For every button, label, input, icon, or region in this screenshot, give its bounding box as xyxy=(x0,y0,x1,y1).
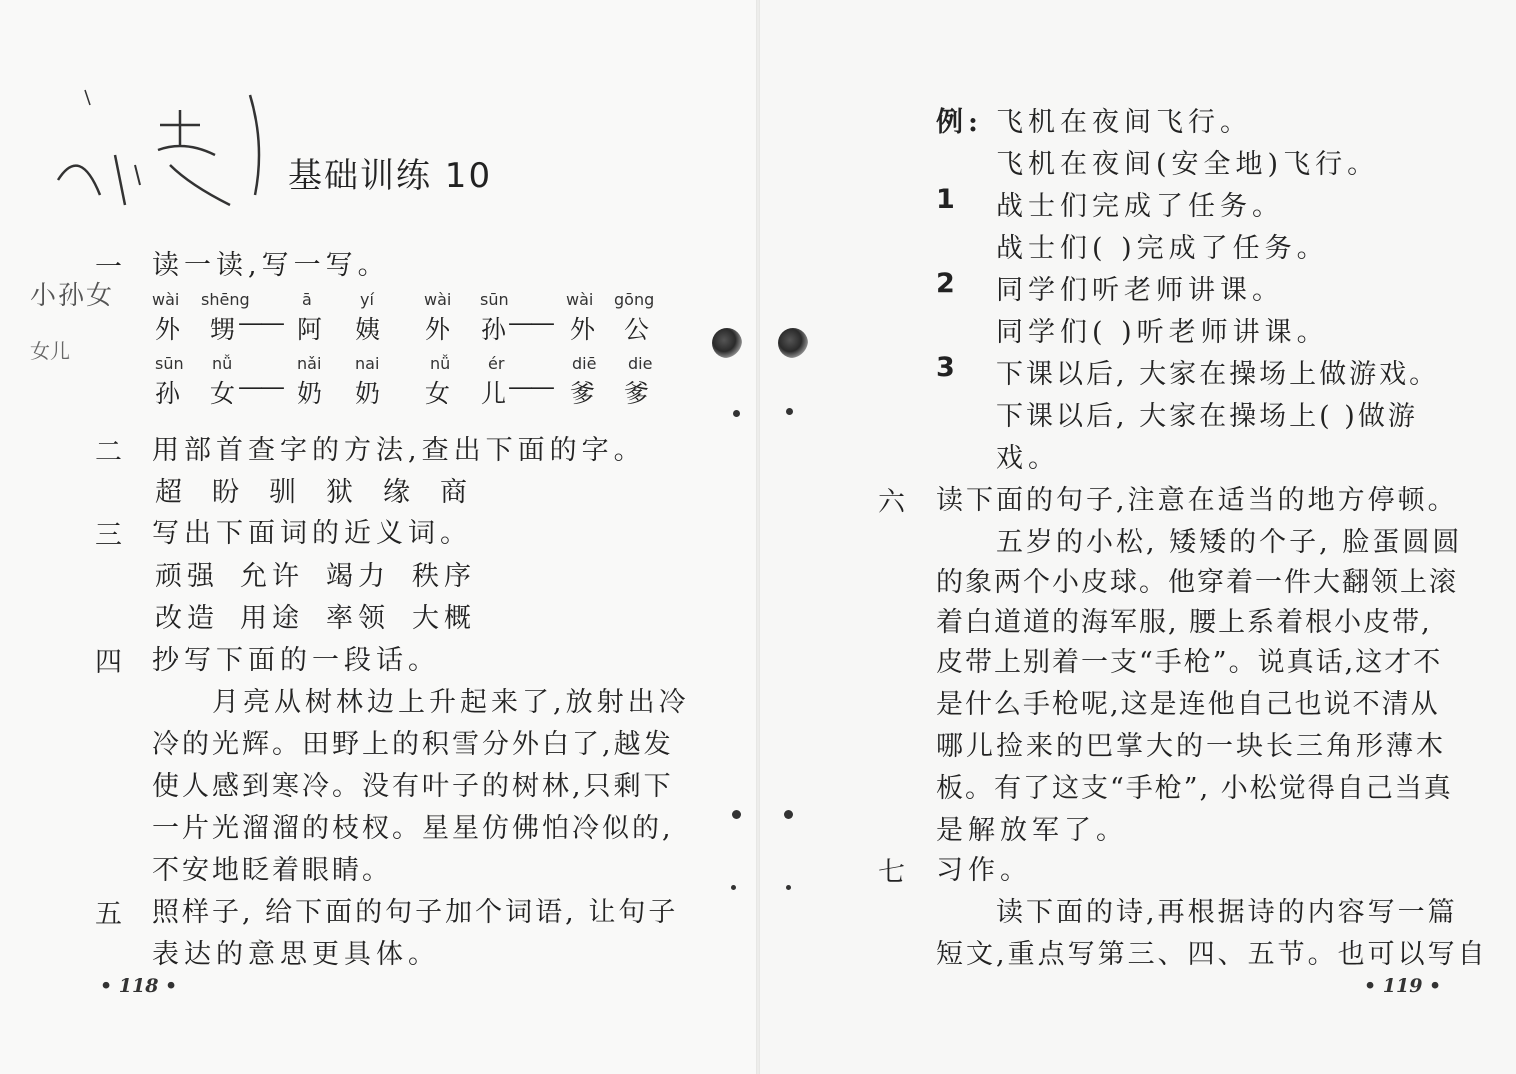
dash: —— xyxy=(508,372,552,401)
section-6-heading: 读下面的句子,注意在适当的地方停顿。 xyxy=(936,485,1458,516)
pinyin: ér xyxy=(488,354,505,373)
hanzi: 奶 xyxy=(297,379,323,408)
section-4-heading: 抄写下面的一段话。 xyxy=(152,645,440,676)
binding-hole xyxy=(712,328,742,358)
hanzi: 爹 xyxy=(570,379,596,408)
section-7-heading: 习作。 xyxy=(936,855,1032,886)
section-5-number: 五 xyxy=(95,899,123,930)
section-5-heading-line-1: 照样子, 给下面的句子加个词语, 让句子 xyxy=(152,897,679,928)
word-item: 率领 xyxy=(326,603,390,634)
char-item: 盼 xyxy=(212,477,244,508)
hanzi: 孙 xyxy=(481,315,507,344)
section-7-line-2: 短文,重点写第三、四、五节。也可以写自 xyxy=(936,939,1488,970)
hanzi: 公 xyxy=(624,315,650,344)
pinyin: nǚ xyxy=(430,354,451,373)
item-3-line-3: 戏。 xyxy=(996,443,1060,474)
passage-line: 的象两个小皮球。他穿着一件大翻领上滚 xyxy=(936,567,1458,598)
pinyin: gōng xyxy=(614,290,655,309)
hanzi: 外 xyxy=(570,315,596,344)
handwriting-note-2: 女儿 xyxy=(30,339,70,363)
hanzi: 阿 xyxy=(297,315,323,344)
section-7-line-1: 读下面的诗,再根据诗的内容写一篇 xyxy=(996,897,1458,928)
passage-line: 哪儿捡来的巴掌大的一块长三角形薄木 xyxy=(936,731,1446,762)
pinyin: nǎi xyxy=(297,354,322,373)
word-item: 竭力 xyxy=(326,561,390,592)
item-1-number: 1 xyxy=(936,184,956,215)
passage-line: 板。有了这支“手枪”, 小松觉得自己当真 xyxy=(936,773,1453,804)
binding-dot xyxy=(732,810,741,819)
handwriting-scribble xyxy=(40,85,280,215)
word-item: 允许 xyxy=(240,561,304,592)
hanzi: 外 xyxy=(425,315,451,344)
hanzi: 女 xyxy=(425,379,451,408)
handwriting-note-1: 小孙女 xyxy=(30,281,115,311)
section-2-number: 二 xyxy=(95,437,123,468)
section-2-heading: 用部首查字的方法,查出下面的字。 xyxy=(152,435,646,466)
item-3-line-2: 下课以后, 大家在操场上( )做游 xyxy=(996,401,1418,432)
pinyin: wài xyxy=(424,290,452,309)
pinyin: diē xyxy=(572,354,597,373)
item-1-line-2: 战士们( )完成了任务。 xyxy=(996,233,1329,264)
passage-line: 冷的光辉。田野上的积雪分外白了,越发 xyxy=(152,729,674,760)
char-item: 缘 xyxy=(383,477,415,508)
passage-line: 五岁的小松, 矮矮的个子, 脸蛋圆圆 xyxy=(996,527,1463,558)
pinyin: sūn xyxy=(480,290,509,309)
passage-line: 月亮从树林边上升起来了,放射出冷 xyxy=(212,687,690,718)
pinyin: nǚ xyxy=(212,354,233,373)
section-5-heading-line-2: 表达的意思更具体。 xyxy=(152,939,440,970)
passage-line: 不安地眨着眼睛。 xyxy=(152,855,392,886)
section-3-heading: 写出下面词的近义词。 xyxy=(152,518,472,549)
word-item: 大概 xyxy=(412,603,476,634)
section-1-number: 一 xyxy=(95,252,123,283)
hanzi: 奶 xyxy=(355,379,381,408)
passage-line: 着白道道的海军服, 腰上系着根小皮带, xyxy=(936,607,1432,638)
item-2-number: 2 xyxy=(936,268,956,299)
passage-line: 使人感到寒冷。没有叶子的树林,只剩下 xyxy=(152,771,674,802)
pinyin: yí xyxy=(360,290,374,309)
hanzi: 姨 xyxy=(355,315,381,344)
word-item: 秩序 xyxy=(412,561,476,592)
dash: —— xyxy=(238,372,282,401)
example-line-1: 飞机在夜间飞行。 xyxy=(996,107,1252,138)
word-item: 顽强 xyxy=(155,561,219,592)
dash: —— xyxy=(238,308,282,337)
binding-dot xyxy=(731,885,736,890)
item-2-line-2: 同学们( )听老师讲课。 xyxy=(996,317,1329,348)
char-item: 狱 xyxy=(326,477,358,508)
dash: —— xyxy=(508,308,552,337)
char-item: 驯 xyxy=(269,477,301,508)
page-number: • 119 • xyxy=(1364,975,1442,997)
pinyin: sūn xyxy=(155,354,184,373)
pinyin: wài xyxy=(152,290,180,309)
section-4-number: 四 xyxy=(95,647,123,678)
section-7-number: 七 xyxy=(878,857,906,888)
hanzi: 爹 xyxy=(624,379,650,408)
word-item: 改造 xyxy=(155,603,219,634)
hanzi: 外 xyxy=(155,315,181,344)
pinyin: wài xyxy=(566,290,594,309)
hanzi: 孙 xyxy=(155,379,181,408)
item-3-line-1: 下课以后, 大家在操场上做游戏。 xyxy=(996,359,1440,390)
section-6-number: 六 xyxy=(878,487,906,518)
pinyin: ā xyxy=(302,290,312,309)
hanzi: 甥 xyxy=(210,315,236,344)
pinyin: nai xyxy=(355,354,380,373)
passage-line: 一片光溜溜的枝杈。星星仿佛怕冷似的, xyxy=(152,813,674,844)
binding-dot xyxy=(733,410,740,417)
hanzi: 女 xyxy=(210,379,236,408)
example-line-2: 飞机在夜间(安全地)飞行。 xyxy=(996,149,1380,180)
pinyin: die xyxy=(628,354,653,373)
word-item: 用途 xyxy=(240,603,304,634)
char-item: 商 xyxy=(440,477,472,508)
page-number: • 118 • xyxy=(100,975,178,997)
char-item: 超 xyxy=(155,477,187,508)
passage-line: 是什么手枪呢,这是连他自己也说不清从 xyxy=(936,689,1440,720)
example-label: 例: xyxy=(936,107,983,138)
pinyin: shēng xyxy=(201,290,250,309)
item-1-line-1: 战士们完成了任务。 xyxy=(996,191,1284,222)
item-3-number: 3 xyxy=(936,352,956,383)
item-2-line-1: 同学们听老师讲课。 xyxy=(996,275,1284,306)
section-1-heading: 读一读,写一写。 xyxy=(152,250,390,281)
passage-line: 皮带上别着一支“手枪”。说真话,这才不 xyxy=(936,647,1443,678)
hanzi: 儿 xyxy=(481,379,507,408)
right-page xyxy=(758,0,1516,1074)
section-3-number: 三 xyxy=(95,520,123,551)
passage-line: 是解放军了。 xyxy=(936,815,1128,846)
page-title: 基础训练 10 xyxy=(288,156,493,196)
